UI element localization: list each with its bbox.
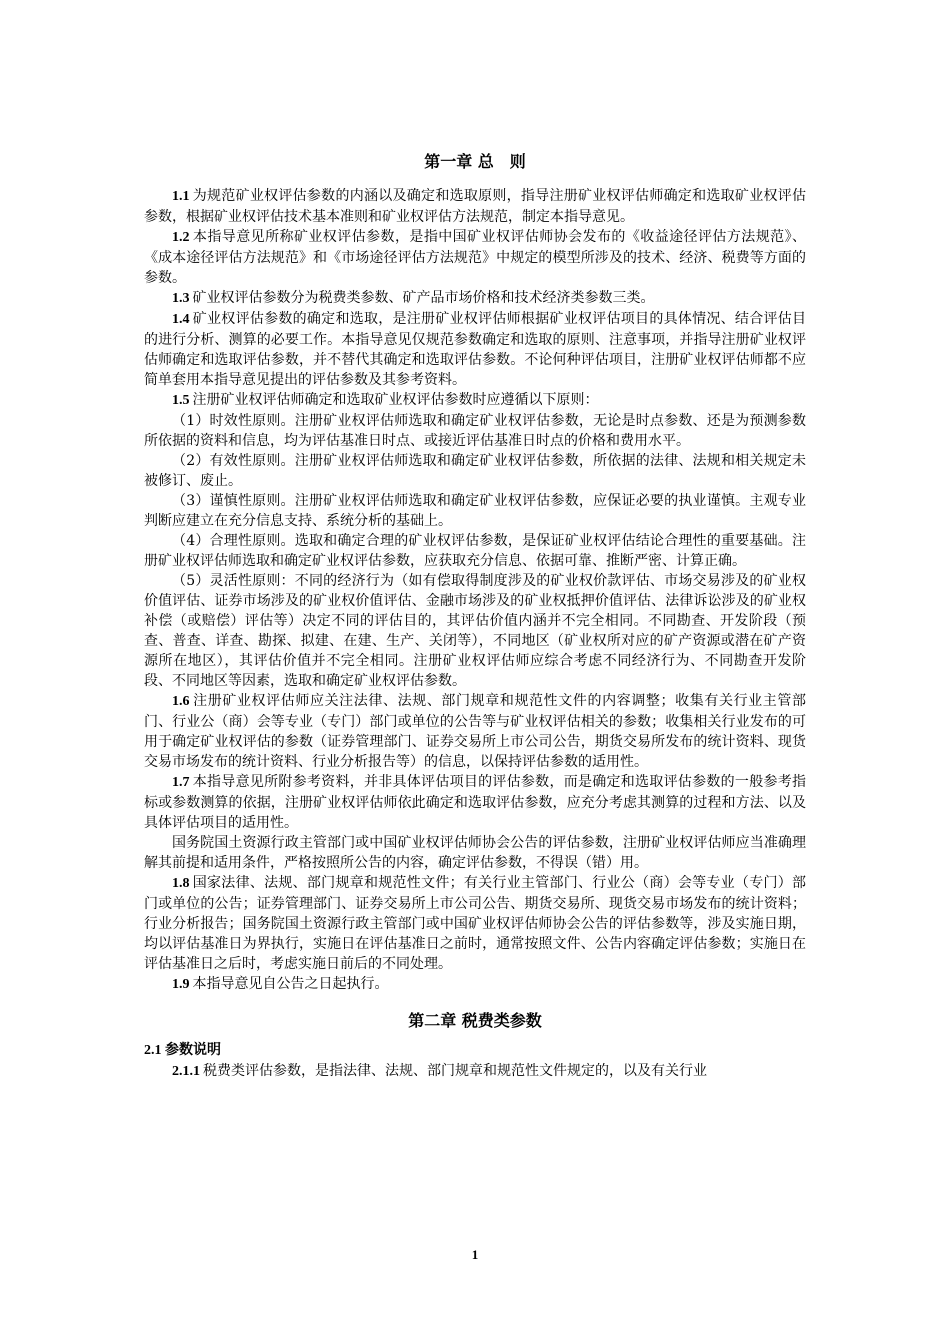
paragraph-1-1 [144, 186, 806, 227]
paragraph-text: 注册矿业权评估师应关注法律、法规、部门规章和规范性文件的内容调整；收集有关行业主管部门、行业公（商）会等专业（专门）部门或单位的公告等与矿业权评估相关的参数；收集相关行业发布的可用于确定矿业权评估的参数（证券管理部门、证券交易所上市公司公告，期货交易所发布的统计资料、现货交易市场发布的统计资料、行业分析报告等）的信息，以保持评估参数的适用性。 [144, 693, 806, 770]
clause-number: 1.6 [172, 694, 190, 709]
clause-number: 1.8 [172, 876, 190, 891]
principle-prudence: （3）谨慎性原则。注册矿业权评估师选取和确定矿业权评估参数，应保证必要的执业谨慎。主观专业判断应建立在充分信息支持、系统分析的基础上。 [144, 493, 806, 529]
section-2-1-heading: 2.1 参数说明 [144, 1043, 221, 1058]
chapter-2-title: 第二章 税费类参数 [408, 1011, 542, 1030]
paragraph-1-8 [144, 873, 806, 974]
paragraph-text: 为规范矿业权评估参数的内涵以及确定和选取原则，指导注册矿业权评估师确定和选取矿业权评估参数，根据矿业权评估技术基本准则和矿业权评估方法规范，制定本指导意见。 [144, 188, 806, 225]
page-content [144, 150, 806, 1082]
page-number: 1 [471, 1247, 479, 1262]
clause-number: 1.1 [172, 189, 190, 204]
paragraph-text: 国家法律、法规、部门规章和规范性文件；有关行业主管部门、行业公（商）会等专业（专门）部门或单位的公告；证券管理部门、证券交易所上市公司公告、期货交易所、现货交易市场发布的统计资料；行业分析报告；国务院国土资源行政主管部门或中国矿业权评估师协会公告的评估参数等，涉及实施日期，均以评估基准日为界执行，实施日在评估基准日之前时，通常按照文件、公告内容确定评估参数；实施日在评估基准日之后时，考虑实施日前后的不同处理。 [144, 875, 806, 972]
clause-number: 1.2 [172, 230, 190, 245]
paragraph-text: 本指导意见所附参考资料，并非具体评估项目的评估参数，而是确定和选取评估参数的一般参考指标或参数测算的依据，注册矿业权评估师依此确定和选取评估参数，应充分考虑其测算的过程和方法、以及具体评估项目的适用性。 [144, 774, 806, 831]
paragraph-1-7-note: 国务院国土资源行政主管部门或中国矿业权评估师协会公告的评估参数，注册矿业权评估师应当准确理解其前提和适用条件，严格按照所公告的内容，确定评估参数，不得误（错）用。 [144, 835, 806, 871]
principle-timeliness: （1）时效性原则。注册矿业权评估师选取和确定矿业权评估参数，无论是时点参数、还是为预测参数所依据的资料和信息，均为评估基准日时点、或接近评估基准日时点的价格和费用水平。 [144, 413, 806, 449]
paragraph-2-1-1 [144, 1061, 806, 1082]
principle-flexibility: （5）灵活性原则：不同的经济行为（如有偿取得制度涉及的矿业权价款评估、市场交易涉及的矿业权价值评估、证券市场涉及的矿业权价值评估、金融市场涉及的矿业权抵押价值评估、法律诉讼涉及的矿业权补偿（或赔偿）评估等）决定不同的评估目的，其评估价值内涵并不完全相同。不同勘查、开发阶段（预查、普查、详查、勘探、拟建、在建、生产、关闭等），不同地区（矿业权所对应的矿产资源或潜在矿产资源所在地区），其评估价值并不完全相同。注册矿业权评估师应综合考虑不同经济行为、不同勘查开发阶段、不同地区等因素，选取和确定矿业权评估参数。 [144, 573, 806, 689]
paragraph-text: 税费类评估参数，是指法律、法规、部门规章和规范性文件规定的，以及有关行业 [203, 1063, 707, 1079]
paragraph-1-3 [144, 288, 806, 309]
paragraph-text: 本指导意见所称矿业权评估参数，是指中国矿业权评估师协会发布的《收益途径评估方法规范》、《成本途径评估方法规范》和《市场途径评估方法规范》中规定的模型所涉及的技术、经济、税费等方面的参数。 [144, 229, 806, 286]
paragraph-1-2 [144, 227, 806, 288]
paragraph-1-4 [144, 309, 806, 390]
paragraph-text: 本指导意见自公告之日起执行。 [192, 976, 389, 992]
paragraph-text: 矿业权评估参数的确定和选取，是注册矿业权评估师根据矿业权评估项目的具体情况、结合评估目的进行分析、测算的必要工作。本指导意见仅规范参数确定和选取的原则、注意事项，并指导注册矿业权评估师确定和选取评估参数，并不替代其确定和选取评估参数。不论何种评估项目，注册矿业权评估师都不应简单套用本指导意见提出的评估参数及其参考资料。 [144, 311, 806, 388]
clause-number: 1.3 [172, 291, 190, 306]
clause-number: 1.9 [172, 977, 190, 992]
clause-number: 1.7 [172, 775, 190, 790]
chapter-1-body [144, 186, 806, 995]
paragraph-1-6 [144, 691, 806, 772]
clause-number: 1.4 [172, 312, 190, 327]
paragraph-text: 矿业权评估参数分为税费类参数、矿产品市场价格和技术经济类参数三类。 [192, 290, 655, 306]
paragraph-1-5 [144, 390, 806, 411]
principle-validity: （2）有效性原则。注册矿业权评估师选取和确定矿业权评估参数，所依据的法律、法规和相关规定未被修订、废止。 [144, 453, 806, 489]
principle-reasonableness: （4）合理性原则。选取和确定合理的矿业权评估参数，是保证矿业权评估结论合理性的重要基础。注册矿业权评估师选取和确定矿业权评估参数，应获取充分信息、依据可靠、推断严密、计算正确。 [144, 533, 806, 569]
chapter-1-title: 第一章 总 则 [424, 152, 526, 171]
clause-number: 2.1.1 [172, 1064, 200, 1079]
paragraph-1-7 [144, 772, 806, 833]
paragraph-1-9 [144, 974, 806, 995]
clause-number: 1.5 [172, 393, 190, 408]
paragraph-text: 注册矿业权评估师确定和选取矿业权评估参数时应遵循以下原则： [192, 392, 599, 408]
